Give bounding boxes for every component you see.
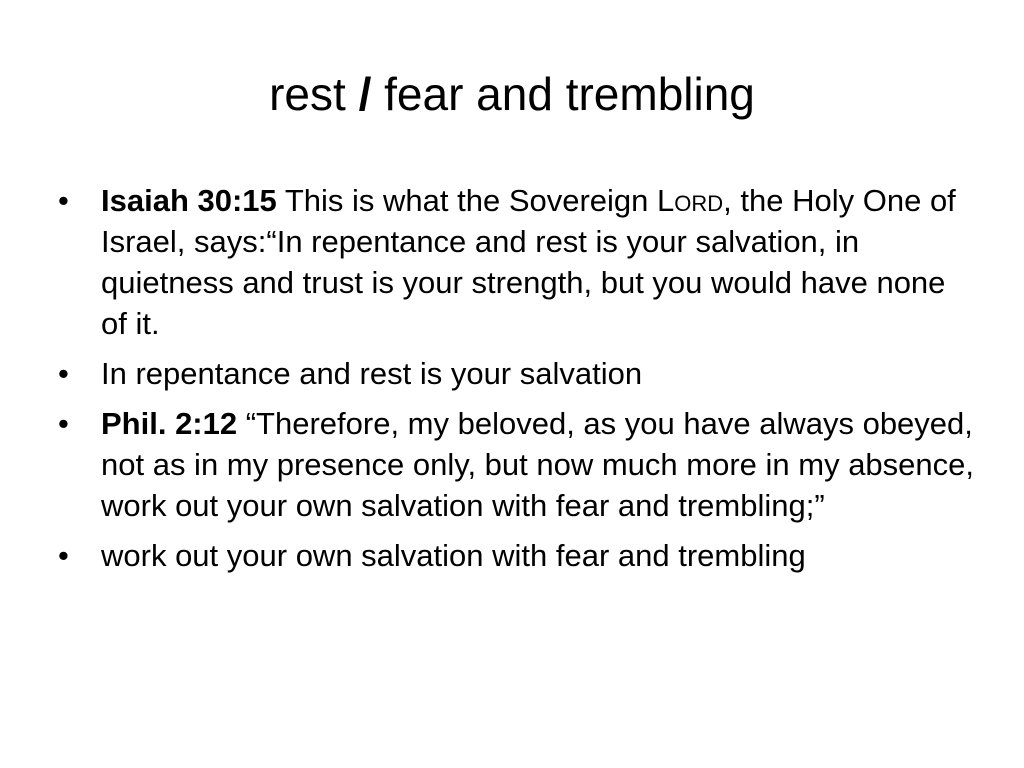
scripture-reference: Isaiah 30:15 [101, 183, 277, 218]
bullet-item-work-out [58, 535, 978, 576]
bullet-text: work out your own salvation with fear and trembling [101, 538, 806, 573]
bullet-marker: • [58, 183, 69, 218]
bullet-item-isaiah [58, 180, 978, 344]
title-separator: / [358, 68, 372, 120]
bullet-text: This is what the Sovereign L [276, 183, 675, 218]
slide-title [0, 62, 1024, 126]
bullet-list [58, 180, 978, 585]
title-part-1: rest [269, 68, 359, 120]
bullet-marker: • [58, 538, 69, 573]
bullet-item-philippians [58, 403, 978, 526]
bullet-marker: • [58, 406, 69, 441]
scripture-reference: Phil. 2:12 [101, 406, 238, 441]
bullet-marker: • [58, 356, 69, 391]
bullet-text: “Therefore, my beloved, as you have always obeyed, not as in my presence only, but now much more in my absence, work out your own salvation with fear and trembling;” [101, 406, 975, 523]
bullet-text: In repentance and rest is your salvation [101, 356, 643, 391]
bullet-text: , the Holy One of Israel, says:“In repentance and rest is your salvation, in quietness and trust is your strength, but you would have none of it. [101, 183, 956, 341]
lord-smallcaps: ord [674, 183, 724, 218]
bullet-item-repentance [58, 353, 978, 394]
title-part-2: fear and trembling [371, 68, 755, 120]
